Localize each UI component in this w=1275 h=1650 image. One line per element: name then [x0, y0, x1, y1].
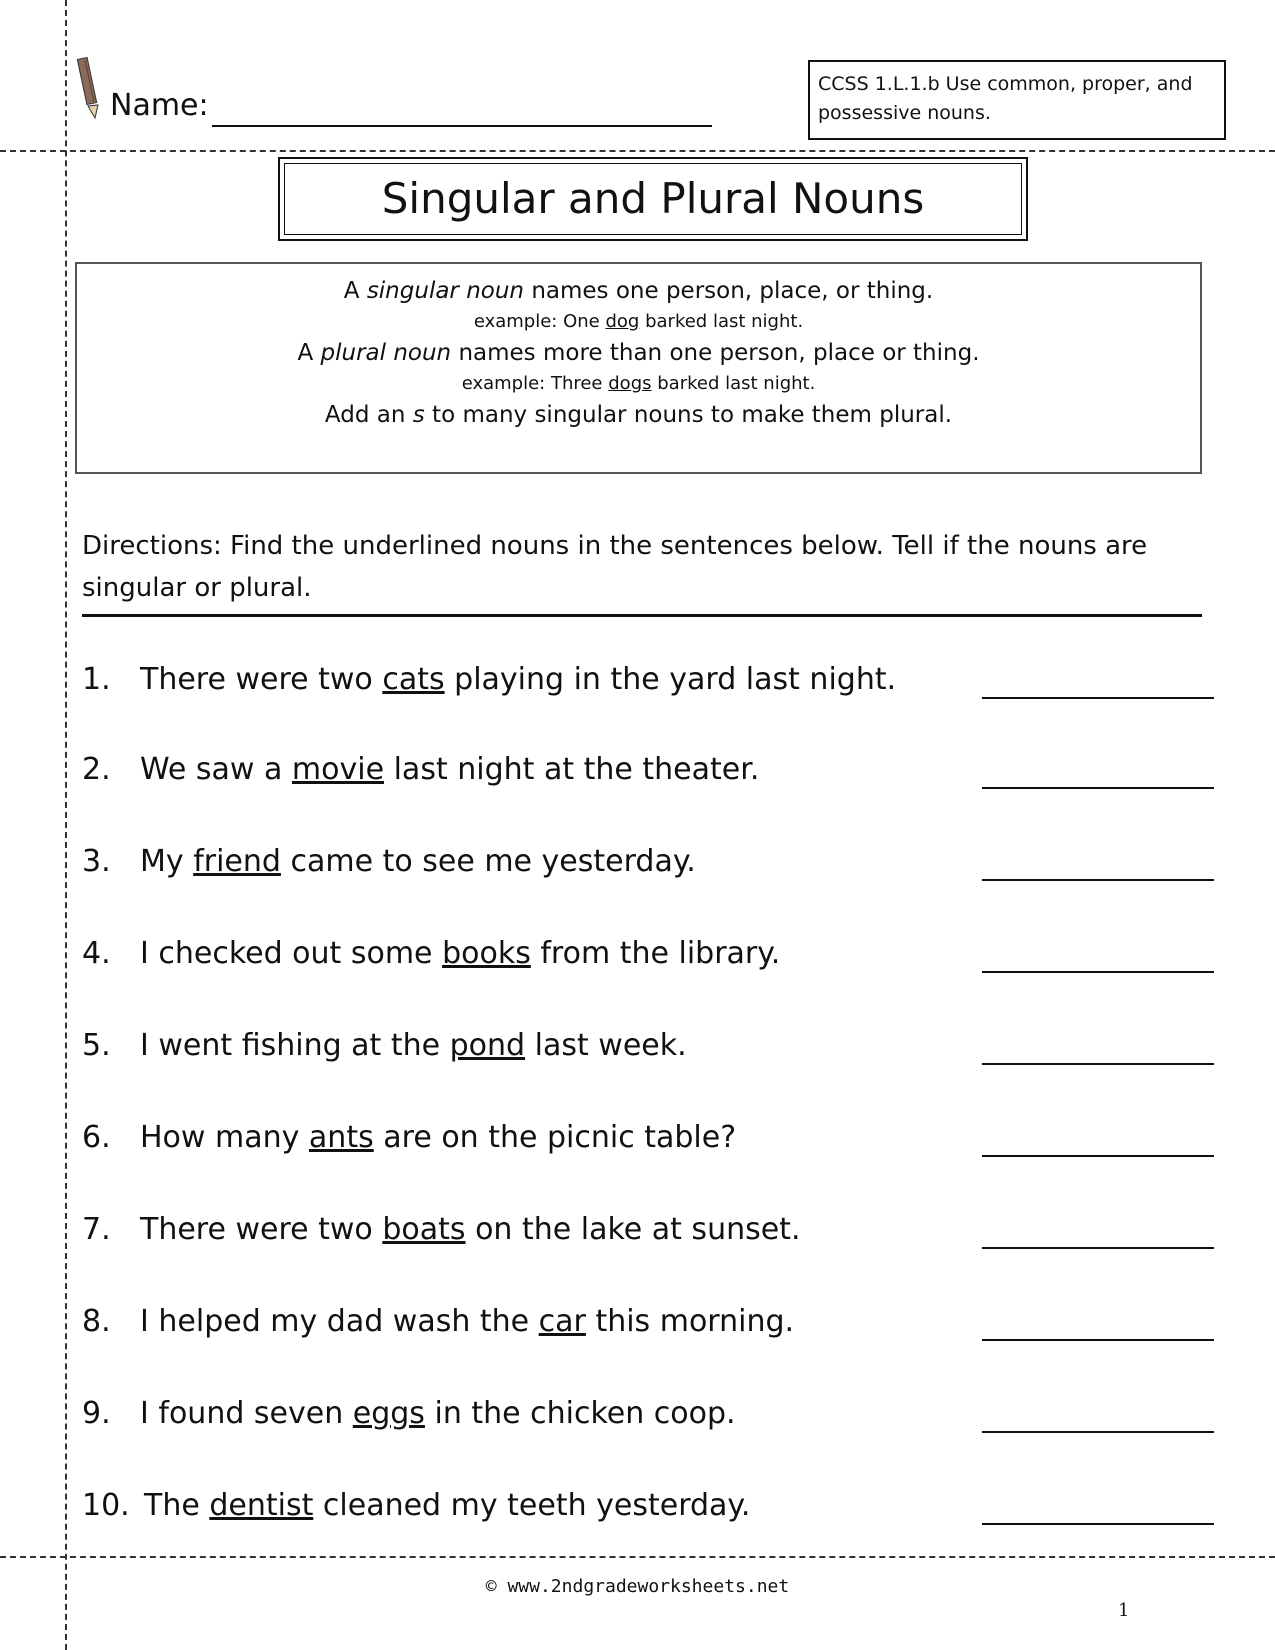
answer-line[interactable] — [982, 1063, 1214, 1065]
answer-line[interactable] — [982, 971, 1214, 973]
plural-rule: Add an s to many singular nouns to make them plural. — [324, 402, 953, 428]
singular-definition: A singular noun names one person, place, or thing. — [343, 278, 934, 304]
answer-line[interactable] — [982, 1431, 1214, 1433]
answer-line[interactable] — [982, 1339, 1214, 1341]
name-input-line[interactable] — [212, 125, 712, 127]
page-title: Singular and Plural Nouns — [284, 163, 1022, 235]
underlined-noun: cats — [382, 662, 445, 697]
answer-line[interactable] — [982, 1523, 1214, 1525]
question-item: 6. How many ants are on the picnic table? — [82, 1120, 737, 1155]
plural-example: example: Three dogs barked last night. — [461, 373, 816, 394]
underlined-noun: dentist — [209, 1488, 314, 1523]
directions-text: Directions: Find the underlined nouns in the sentences below. Tell if the nouns are singular or plural. — [82, 531, 1148, 603]
question-item: 4. I checked out some books from the library. — [82, 936, 781, 971]
answer-line[interactable] — [982, 1247, 1214, 1249]
question-item: 8. I helped my dad wash the car this morning. — [82, 1304, 795, 1339]
underlined-noun: friend — [193, 844, 281, 879]
copyright-footer: © www.2ndgradeworksheets.net — [485, 1576, 790, 1597]
underlined-noun: boats — [382, 1212, 466, 1247]
answer-line[interactable] — [982, 697, 1214, 699]
question-item: 3. My friend came to see me yesterday. — [82, 844, 696, 879]
singular-example: example: One dog barked last night. — [473, 311, 804, 332]
underlined-noun: ants — [308, 1120, 374, 1155]
name-label: Name: — [110, 88, 209, 123]
left-margin-cut-line — [65, 0, 67, 1650]
underlined-noun: eggs — [352, 1396, 425, 1431]
question-item: 1. There were two cats playing in the yard last night. — [82, 662, 897, 697]
question-item: 9. I found seven eggs in the chicken coop. — [82, 1396, 736, 1431]
plural-definition: A plural noun names more than one person, place or thing. — [297, 340, 980, 366]
underlined-noun: pond — [449, 1028, 526, 1063]
answer-line[interactable] — [982, 787, 1214, 789]
question-item: 5. I went fishing at the pond last week. — [82, 1028, 687, 1063]
answer-line[interactable] — [982, 1155, 1214, 1157]
ccss-standard-box: CCSS 1.L.1.b Use common, proper, and possessive nouns. — [808, 60, 1226, 140]
underlined-noun: movie — [291, 752, 385, 787]
question-item: 10. The dentist cleaned my teeth yesterday. — [82, 1488, 751, 1523]
definition-box — [75, 262, 1202, 474]
bottom-cut-line — [0, 1556, 1275, 1558]
title-box — [278, 157, 1028, 241]
page-number: 1 — [1118, 1600, 1130, 1621]
top-cut-line — [0, 150, 1275, 152]
answer-line[interactable] — [982, 879, 1214, 881]
question-item: 2. We saw a movie last night at the theater. — [82, 752, 760, 787]
underlined-noun: car — [538, 1304, 586, 1339]
pencil-icon — [72, 56, 106, 120]
underlined-noun: books — [442, 936, 531, 971]
directions-divider — [82, 614, 1202, 617]
question-item: 7. There were two boats on the lake at sunset. — [82, 1212, 801, 1247]
